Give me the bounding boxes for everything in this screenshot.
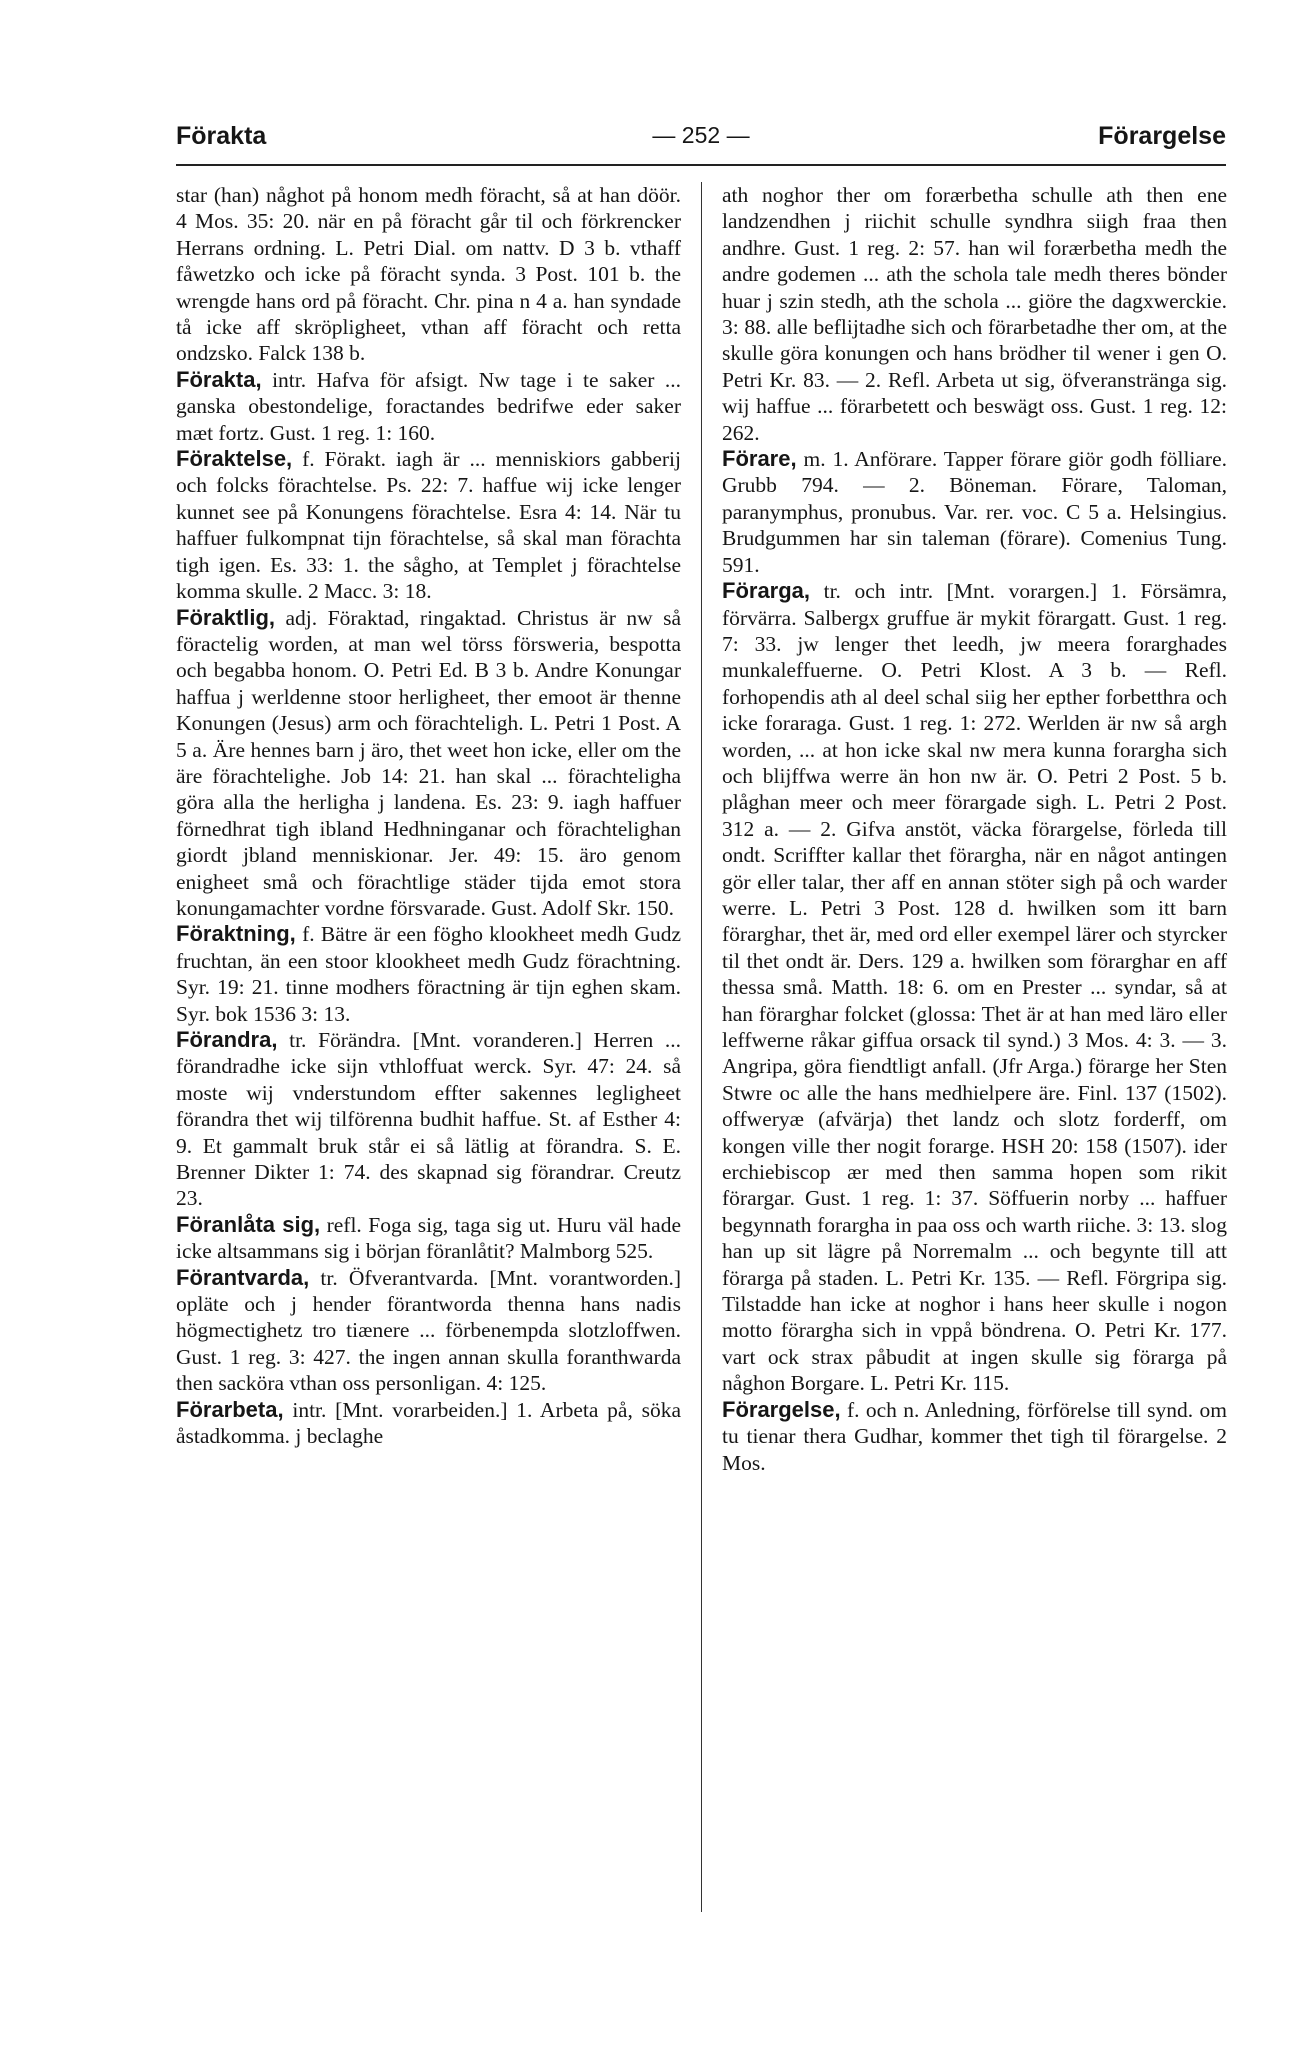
dictionary-entry [176,1027,681,1212]
entry-text: tr. Öfverantvarda. [Mnt. vorantworden.] opläte och j hender förantworda thenna hans nadis högmectighetz tro tiænere ... förbenempda slotzloffwen. Gust. 1 reg. 3: 427. the ingen annan skulla foranthwarda then sacköra vthan oss personligan. 4: 125. [176,1265,681,1396]
two-column-body [176,182,1226,2012]
dictionary-page [176,118,1228,1475]
running-head-right: Förargelse [1098,122,1226,150]
dictionary-entry [176,1397,681,1450]
entry-text: intr. Hafva för afsigt. Nw tage i te saker ... ganska obestondelige, foractandes bedrifwe eder saker mæt fortz. Gust. 1 reg. 1: 160. [176,367,681,445]
entry-headword: Föranlåta sig, [176,1211,321,1237]
dictionary-entry [722,446,1227,578]
dictionary-entry [176,605,681,922]
entry-text: tr. och intr. [Mnt. vorargen.] 1. Försämra, förvärra. Salbergx gruffue är mykit förargatt. Gust. 1 reg. 7: 33. jw lenger thet leedh, jw meera forarghades munkaleffuerne. O. Petri Klost. A 3 b. — Refl. forhopendis ath al deel schal siig her epther forbetthra och icke foraraga. Gust. 1 reg. 1: 272. Werlden är nw så argh worden, ... at hon icke skal nw mera kunna forargha sich och blijffwa werre än hon nw är. O. Petri 2 Post. 5 b. plåghan meer och meer förargade sigh. L. Petri 2 Post. 312 a. — 2. Gifva anstöt, väcka förargelse, förleda till ondt. Scriffter kallar thet förargha, när en något antingen gör eller talar, ther aff en annan stöter sigh på och warder werre. L. Petri 3 Post. 128 d. hwilken som itt barn förarghar, thet är, med ord eller exempel lärer och styrcker til thet ondt är. Ders. 129 a. hwilken som förarghar en aff thessa små. Matth. 18: 6. om en Prester ... syndar, så at han förarghar folcket (glossa: Thet är at han med läro eller leffwerne råkar giffua orsack til synd.) 3 Mos. 4: 3. — 3. Angripa, göra fiendtligt anfall. (Jfr Arga.) förarge her Sten Stwre oc alle the hans medhielpere äre. Finl. 137 (1502). offweryæ (afvärja) thet landz och slotz forderff, om kongen ville ther nogit forarge. HSH 20: 158 (1507). ider erchiebiscop ær med then samma hopen som rikit förargar. Gust. 1 reg. 1: 37. Söffuerin norby ... haffuer begynnath forargha in paa oss och warth riiche. 3: 13. slog han up sit lägre på Norremalm ... och begynte till att förarga på staden. L. Petri Kr. 135. — Refl. Förgripa sig. Tilstadde han icke at noghor i hans heer skulle i nogon motto förargha sich in vppå böndrena. O. Petri Kr. 177. vart ock strax påbudit at ingen skulle sig förarga på någhon Borgare. L. Petri Kr. 115. [722,579,1227,1396]
dictionary-entry [176,446,681,604]
dictionary-entry [176,921,681,1027]
entry-text: intr. [Mnt. vorarbeiden.] 1. Arbeta på, söka åstadkomma. j beclaghe [176,1397,682,1449]
entry-text: m. 1. Anförare. Tapper förare giör godh fölliare. Grubb 794. — 2. Böneman. Förare, Taloman, paranymphus, pronubus. Var. rer. voc. C 5 a. Helsingius. Brudgummen har sin taleman (förare). Comenius Tung. 591. [722,447,1228,577]
dictionary-entry [176,1265,681,1397]
dictionary-entry [722,1397,1227,1476]
entry-text: star (han) någhot på honom medh föracht, så at han döör. 4 Mos. 35: 20. när en på föracht går til och förkrencker Herrans ordning. L. Petri Dial. om nattv. D 3 b. vthaff fåwetzko och icke på föracht synda. 3 Post. 101 b. the wrengde hans ord på föracht. Chr. pina n 4 a. han syndade tå icke aff skröpligheet, vthan aff föracht och retta ondzsko. Falck 138 b. [176,183,681,366]
entry-text: ath noghor ther om forærbetha schulle ath then ene landzendhen j riichit schulle syndhra siigh fraa then andhre. Gust. 1 reg. 2: 57. han wil forærbetha medh the andre godemen ... ath the schola tale medh theres bönder huar j szin stedh, ath the schola ... giöre the dagxwerckie. 3: 88. alle beflijtadhe sich och förarbetadhe ther om, at the skulle göra konungen och hans brödher til wener i gen O. Petri Kr. 83. — 2. Refl. Arbeta ut sig, öfveranstränga sig. wij haffue ... förarbetett och beswägt oss. Gust. 1 reg. 12: 262. [722,183,1227,445]
entry-text: f. Bätre är een fögho klookheet medh Gudz fruchtan, än een stoor klookheet medh Gudz förachtning. Syr. 19: 21. tinne modhers föractning är tijn eghen skam. Syr. bok 1536 3: 13. [176,922,681,1026]
entry-text: refl. Foga sig, taga sig ut. Huru väl hade icke altsammans sig i början föranlåtit? Malmborg 525. [176,1212,681,1264]
entry-text: tr. Förändra. [Mnt. voranderen.] Herren ... förandradhe icke sijn vthloffuat werck. Syr. 47: 24. så moste wij vnderstundom effter sakennes leglighеet förandra thet wij tilförenna budhit haffue. St. af Esther 4: 9. Et gammalt bruk står ei så lätlig at förandra. S. E. Brenner Dikter 1: 74. des skapnad sig förandrar. Creutz 23. [176,1028,681,1211]
entry-headword: Förakta, [176,366,262,392]
entry-headword: Föraktlig, [176,604,276,630]
entry-headword: Förarga, [722,578,811,604]
dictionary-entry [176,367,681,446]
page-number: — 252 — [652,122,750,148]
running-head-left: Förakta [176,122,267,150]
entry-continuation [176,182,681,367]
dictionary-entry [176,1212,681,1265]
entry-headword: Förantvarda, [176,1264,310,1290]
dictionary-entry [722,578,1227,1397]
entry-headword: Förare, [722,446,797,472]
entry-headword: Föraktelse, [176,446,293,472]
entry-continuation [722,182,1227,446]
column-divider [701,182,702,1912]
entry-text: adj. Föraktad, ringaktad. Christus är nw så föractelig worden, at man wel törss försweria, bespotta och begabba honom. O. Petri Ed. B 3 b. Andre Konungar haffua j werldenne stoor herligheet, ther emoot är thenne Konungen (Jesus) arm och förachteligh. L. Petri 1 Post. A 5 a. Äre hennes barn j äro, thet weet hon icke, eller om the äre förachtelighe. Job 14: 21. han skal ... förachteligha göra alla the herligha j landena. Es. 23: 9. iagh haffuer förnedhrat tigh ibland Hedhninganar och förachtelighan giordt jbland menniskionar. Jer. 49: 15. äro genom enigheet små och förachtlige städer tijda emot stora konungamachter vordne försvarade. Gust. Adolf Skr. 150. [176,605,682,920]
entry-text: f. Förakt. iagh är ... menniskiors gabberij och folcks förachtelse. Ps. 22: 7. haffue wij icke lenger kunnet see på Konungens förachtelse. Esra 4: 14. När tu haffuer fulkompnat tijn förachtelse, så skal man förachta tigh igen. Es. 33: 1. the sågho, at Templet j förachtelse komma skulle. 2 Macc. 3: 18. [176,447,682,604]
entry-text: f. och n. Anledning, förförelse till synd. om tu tienar thera Gudhar, kommer thet tigh til förargelse. 2 Mos. [722,1397,1227,1475]
page-header [176,118,1226,166]
right-column [722,182,1227,1476]
entry-headword: Föraktning, [176,921,296,947]
left-column [176,182,681,1450]
entry-headword: Förandra, [176,1027,278,1052]
entry-headword: Förargelse, [722,1396,841,1422]
entry-headword: Förarbeta, [176,1396,284,1422]
